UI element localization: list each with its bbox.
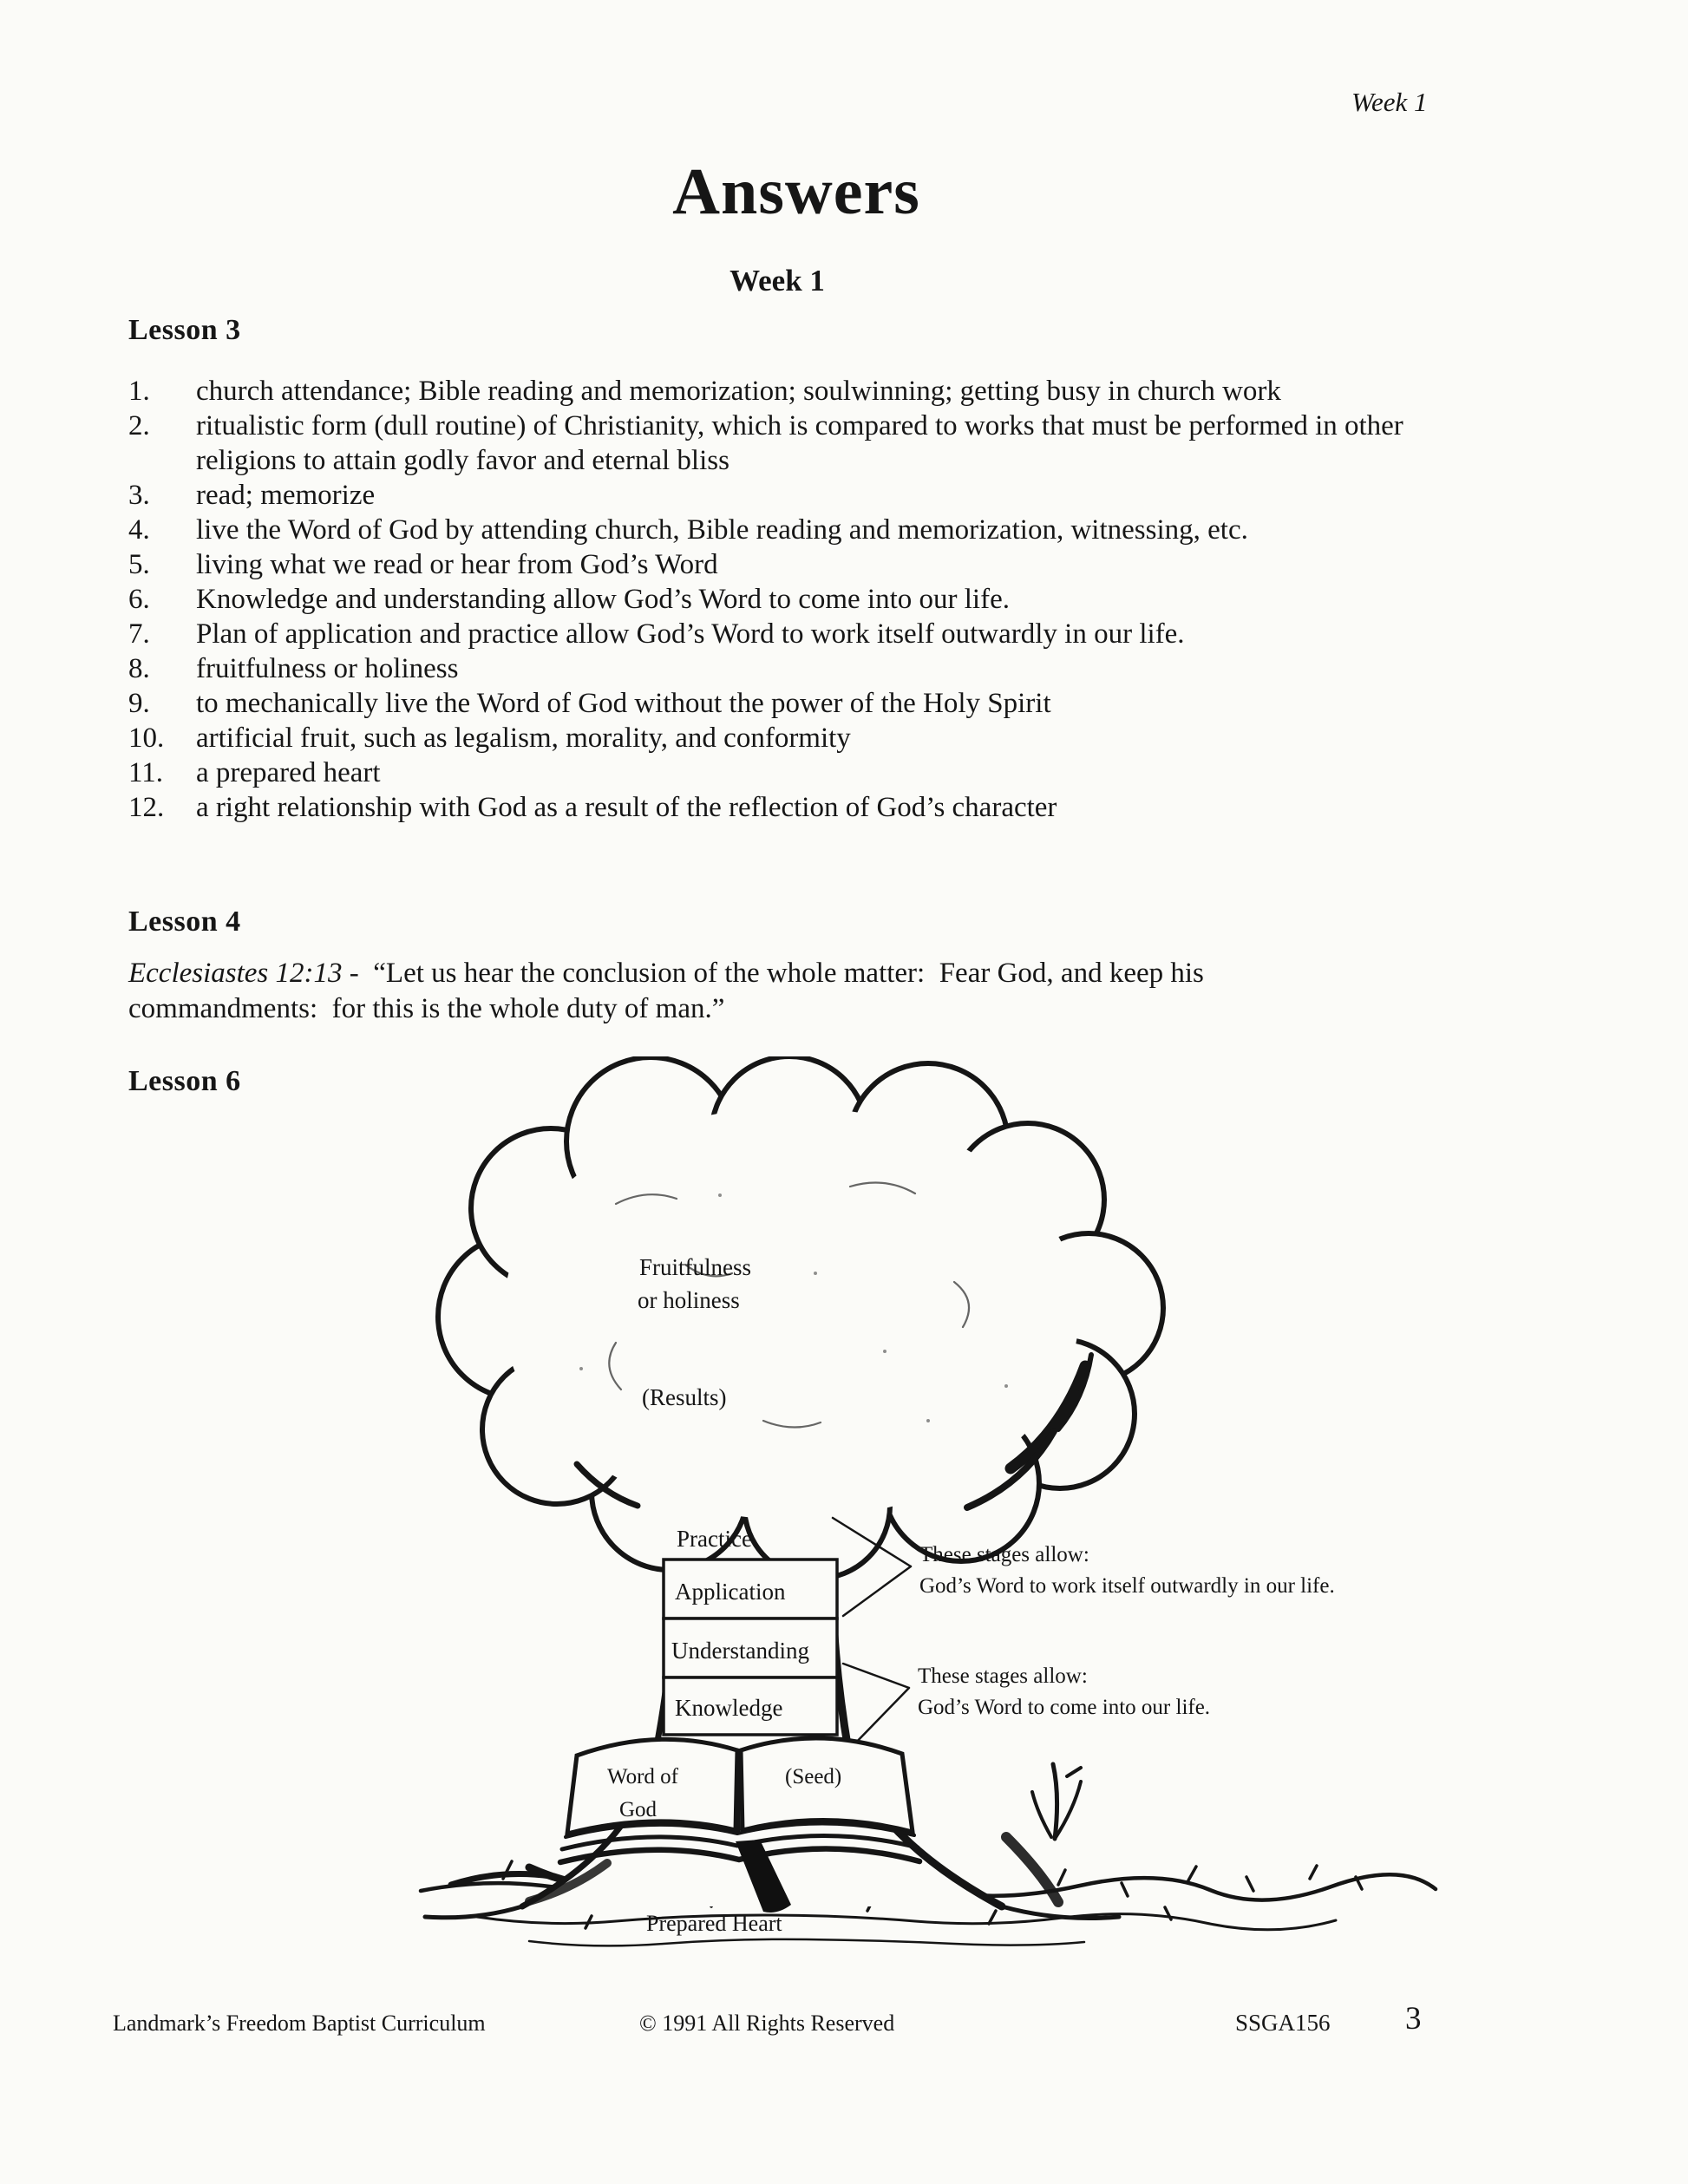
- answer-item: [128, 547, 1430, 582]
- answer-text: to mechanically live the Word of God without the power of the Holy Spirit: [196, 688, 1051, 719]
- answer-number: 7.: [128, 618, 150, 650]
- lesson6-heading: Lesson 6: [128, 1065, 241, 1097]
- answer-number: 3.: [128, 480, 150, 511]
- footer-publisher: Landmark’s Freedom Baptist Curriculum: [113, 2011, 486, 2036]
- answer-item: [128, 513, 1430, 547]
- answer-item: [128, 755, 1430, 790]
- answer-text: Knowledge and understanding allow God’s Word to come into our life.: [196, 584, 1010, 615]
- answer-number: 9.: [128, 688, 150, 719]
- answer-number: 6.: [128, 584, 150, 615]
- fruitfulness-label-line2: or holiness: [638, 1287, 740, 1313]
- answer-number: 10.: [128, 723, 165, 754]
- book-label-word-of: Word of: [607, 1765, 678, 1788]
- answer-number: 1.: [128, 376, 150, 407]
- callout-line: [843, 1664, 909, 1749]
- lesson4-verse: [128, 956, 1371, 1027]
- week-subtitle: Week 1: [730, 264, 825, 298]
- answer-item: [128, 721, 1430, 755]
- answer-item: [128, 651, 1430, 686]
- answer-item: [128, 478, 1430, 513]
- answer-text: a prepared heart: [196, 757, 381, 788]
- answer-number: 11.: [128, 757, 164, 788]
- stage-label-practice: Practice: [677, 1526, 752, 1552]
- answer-number: 4.: [128, 514, 150, 546]
- verse-reference: Ecclesiastes 12:13 -: [128, 958, 359, 989]
- stage-label-knowledge: Knowledge: [675, 1695, 783, 1721]
- seed-label: (Seed): [785, 1765, 842, 1788]
- lesson3-heading: Lesson 3: [128, 314, 241, 346]
- lesson4-heading: Lesson 4: [128, 906, 241, 938]
- answer-number: 5.: [128, 549, 150, 580]
- answer-text: live the Word of God by attending church, Bible reading and memorization, witnessing, etc.: [196, 514, 1248, 546]
- shrub: [1032, 1764, 1081, 1839]
- answer-number: 12.: [128, 792, 165, 823]
- page-title: Answers: [672, 155, 920, 228]
- stage-label-understanding: Understanding: [671, 1638, 809, 1664]
- answer-text: a right relationship with God as a result of the reflection of God’s character: [196, 792, 1057, 823]
- answer-item: [128, 409, 1430, 478]
- book-label-god: God: [619, 1798, 658, 1821]
- answer-item: [128, 686, 1430, 721]
- answer-number: 8.: [128, 653, 150, 684]
- answer-text: fruitfulness or holiness: [196, 653, 459, 684]
- inner-callout-line1: These stages allow:: [918, 1664, 1088, 1688]
- answer-item: [128, 374, 1430, 409]
- week-corner-label: Week 1: [1351, 87, 1428, 117]
- answer-item: [128, 617, 1430, 651]
- inner-callout-line2: God’s Word to come into our life.: [918, 1696, 1211, 1719]
- answer-text: read; memorize: [196, 480, 376, 511]
- answer-text: Plan of application and practice allow God’s Word to work itself outwardly in our life.: [196, 618, 1185, 650]
- verse-text: “Let us hear the conclusion of the whole matter: Fear God, and keep his commandments: for this is the whole duty of man.”: [128, 958, 1212, 1024]
- answer-text: church attendance; Bible reading and memorization; soulwinning; getting busy in church work: [196, 376, 1281, 407]
- answer-number: 2.: [128, 410, 150, 441]
- results-label: (Results): [642, 1384, 727, 1410]
- lesson3-answer-list: [128, 374, 1430, 825]
- answer-text: artificial fruit, such as legalism, morality, and conformity: [196, 723, 851, 754]
- tree-diagram: [399, 1056, 1457, 1976]
- outer-callout-line2: God’s Word to work itself outwardly in our life.: [919, 1574, 1335, 1598]
- fruitfulness-label-line1: Fruitfulness: [639, 1254, 752, 1280]
- stage-callouts: [833, 1518, 1335, 1749]
- outer-callout-line1: These stages allow:: [919, 1543, 1089, 1566]
- answer-text: ritualistic form (dull routine) of Christianity, which is compared to works that must be performed in other religions to attain godly favor and eternal bliss: [196, 410, 1403, 476]
- footer-code: SSGA156: [1235, 2010, 1331, 2036]
- answer-item: [128, 790, 1430, 825]
- prepared-heart-label: Prepared Heart: [646, 1911, 782, 1936]
- answer-text: living what we read or hear from God’s Word: [196, 549, 718, 580]
- footer-page-number: 3: [1405, 2001, 1422, 2037]
- answer-item: [128, 582, 1430, 617]
- footer-copyright: © 1991 All Rights Reserved: [639, 2011, 895, 2036]
- stage-label-application: Application: [675, 1579, 786, 1605]
- tree-canopy: [438, 1056, 1163, 1579]
